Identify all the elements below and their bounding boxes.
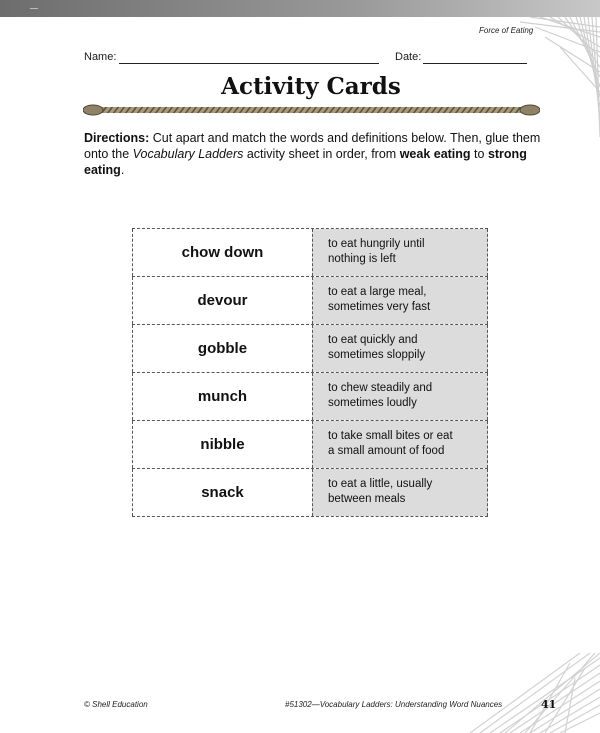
directions-strong: strong eating (84, 147, 527, 177)
directions-book-title: Vocabulary Ladders (132, 147, 244, 161)
card-row (132, 421, 488, 469)
directions-part1: Cut apart and match the words and definitions below. Then, glue them onto the (84, 131, 541, 161)
card-definition (312, 469, 488, 516)
definition-line: sometimes sloppily (328, 348, 426, 361)
card-word: devour (132, 277, 312, 324)
directions-lead: Directions: (84, 131, 150, 145)
card-row (132, 325, 488, 373)
definition-line: to eat hungrily until (328, 238, 425, 250)
date-field-line[interactable] (423, 63, 527, 64)
definition-line: a small amount of food (328, 444, 445, 457)
name-label: Name: (84, 51, 117, 63)
card-row (132, 469, 488, 517)
activity-cards-table (132, 228, 488, 517)
directions-part4: . (120, 163, 125, 177)
card-definition (312, 421, 488, 468)
definition-line: to chew steadily and (328, 382, 433, 394)
card-row (132, 277, 488, 325)
card-definition (312, 229, 488, 276)
directions-weak: weak eating (399, 147, 471, 161)
directions-text (84, 130, 544, 178)
definition-line: sometimes very fast (328, 300, 431, 313)
top-banner (0, 0, 600, 17)
rope-divider (83, 103, 540, 117)
date-label: Date: (395, 51, 422, 63)
card-word: munch (132, 373, 312, 420)
card-word: gobble (132, 325, 312, 372)
directions-part2: activity sheet in order, from (243, 147, 400, 161)
name-field-line[interactable] (119, 63, 379, 64)
running-head: Force of Eating (479, 26, 534, 35)
definition-line: nothing is left (328, 252, 396, 265)
card-row (132, 373, 488, 421)
fiber-decoration-bottom (430, 653, 600, 733)
footer-book-info: #51302—Vocabulary Ladders: Understanding Word Nuances (285, 700, 503, 709)
footer-publisher: © Shell Education (84, 700, 148, 709)
card-definition (312, 277, 488, 324)
card-definition (312, 373, 488, 420)
card-word: chow down (132, 229, 312, 276)
definition-line: to eat a little, usually (328, 478, 433, 490)
card-row (132, 228, 488, 277)
definition-line: sometimes loudly (328, 396, 417, 409)
definition-line: between meals (328, 492, 406, 505)
page-number: 41 (541, 698, 557, 711)
card-definition (312, 325, 488, 372)
directions-part3: to (470, 147, 488, 161)
card-word: nibble (132, 421, 312, 468)
definition-line: to eat quickly and (328, 334, 418, 346)
definition-line: to take small bites or eat (328, 430, 453, 442)
card-word: snack (132, 469, 312, 516)
definition-line: to eat a large meal, (328, 286, 427, 298)
banner-mark (30, 8, 38, 9)
page-title: Activity Cards (221, 73, 401, 100)
